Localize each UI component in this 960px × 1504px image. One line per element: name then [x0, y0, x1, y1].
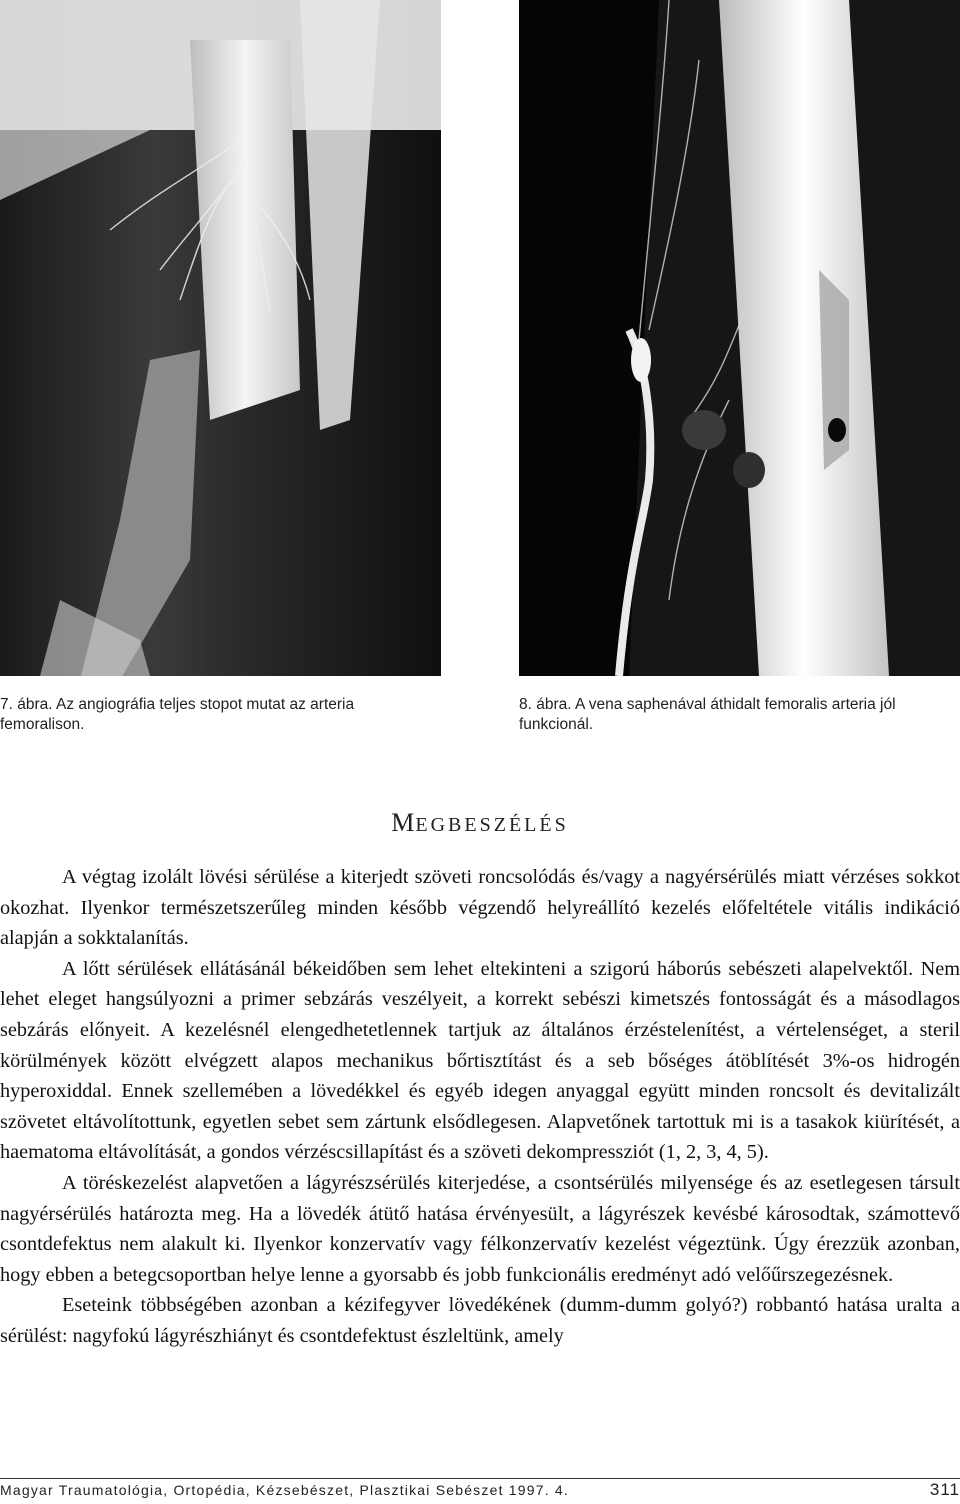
paragraph: A töréskezelést alapvetően a lágyrészsérülés kiterjedése, a csontsérülés milyensége és az esetlegesen társult nagyérsérülés határozta meg. Ha a lövedék átütő hatása érvényesült, a lágyrészek kevésbé károsodtak, számottevő csontdefektus nem alakult ki. Ilyenkor konzervatív vagy félkonzervatív kezelést végeztünk. Úgy érezzük azonban, hogy ebben a betegcsoportban helye lenne a gyorsabb és jobb funkcionális eredményt adó velőűrszegezésnek. — [0, 1171, 960, 1286]
section-heading — [0, 808, 960, 838]
angiography-xray-image — [0, 0, 441, 676]
paragraph: A lőtt sérülések ellátásánál békeidőben sem lehet eltekinteni a szigorú háborús sebészeti alapelvektől. Nem lehet eleget hangsúlyozni a primer sebzárás veszélyeit, a korrekt sebészi kimetszés fontosságát és a másodlagos sebzárás előnyeit. A kezelésnél elengedhetetlennek tartjuk az általános érzéstelenítést, a vértelenséget, a steril körülmények között elvégzett alapos mechanikus bőrtisztítást és a seb bőséges átöblítését 3%-os hidrogén hyperoxiddal. Ennek szellemében a lövedékkel és egyéb idegen anyaggal együtt minden roncsolt és devitalizált szövetet eltávolítottunk, egyetlen sebet sem zártunk elsődlegesen. Alapvetőnek tartottuk mi is a tasakok kiürítését, a haematoma eltávolítását, a gondos vérzéscsillapítást és a szöveti dekompressziót (1, 2, 3, 4, 5). — [0, 957, 960, 1164]
page-footer — [0, 1482, 960, 1498]
paragraph: A végtag izolált lövési sérülése a kiterjedt szöveti roncsolódás és/vagy a nagyérsérülés miatt vérzéses sokkot okozhat. Ilyenkor természetszerűleg minden később végzendő helyreállító kezelés előfeltétele vitális indikáció alapján a sokktalanítás. — [0, 866, 960, 950]
figure-8-caption: 8. ábra. A vena saphenával áthidalt femoralis arteria jól funkcionál. — [519, 696, 896, 733]
journal-name: Magyar Traumatológia, Ortopédia, Kézsebészet, Plasztikai Sebészet 1997. 4. — [0, 1482, 569, 1498]
footer-divider — [0, 1478, 960, 1479]
angiography-xray-image — [519, 0, 960, 676]
figure-8-image — [519, 0, 960, 676]
page-number: 311 — [929, 1480, 960, 1499]
paragraph: Eseteink többségében azonban a kézifegyver lövedékének (dumm-dumm golyó?) robbantó hatása uralta a sérülést: nagyfokú lágyrészhiányt és csontdefektust észleltünk, amely — [0, 1294, 960, 1347]
figure-7-caption: 7. ábra. Az angiográfia teljes stopot mutat az arteria femoralison. — [0, 696, 355, 733]
body-text — [0, 862, 960, 1352]
section-heading-initial: M — [391, 808, 416, 837]
section-heading-rest: EGBESZÉLÉS — [415, 814, 569, 836]
figure-7-image — [0, 0, 441, 676]
